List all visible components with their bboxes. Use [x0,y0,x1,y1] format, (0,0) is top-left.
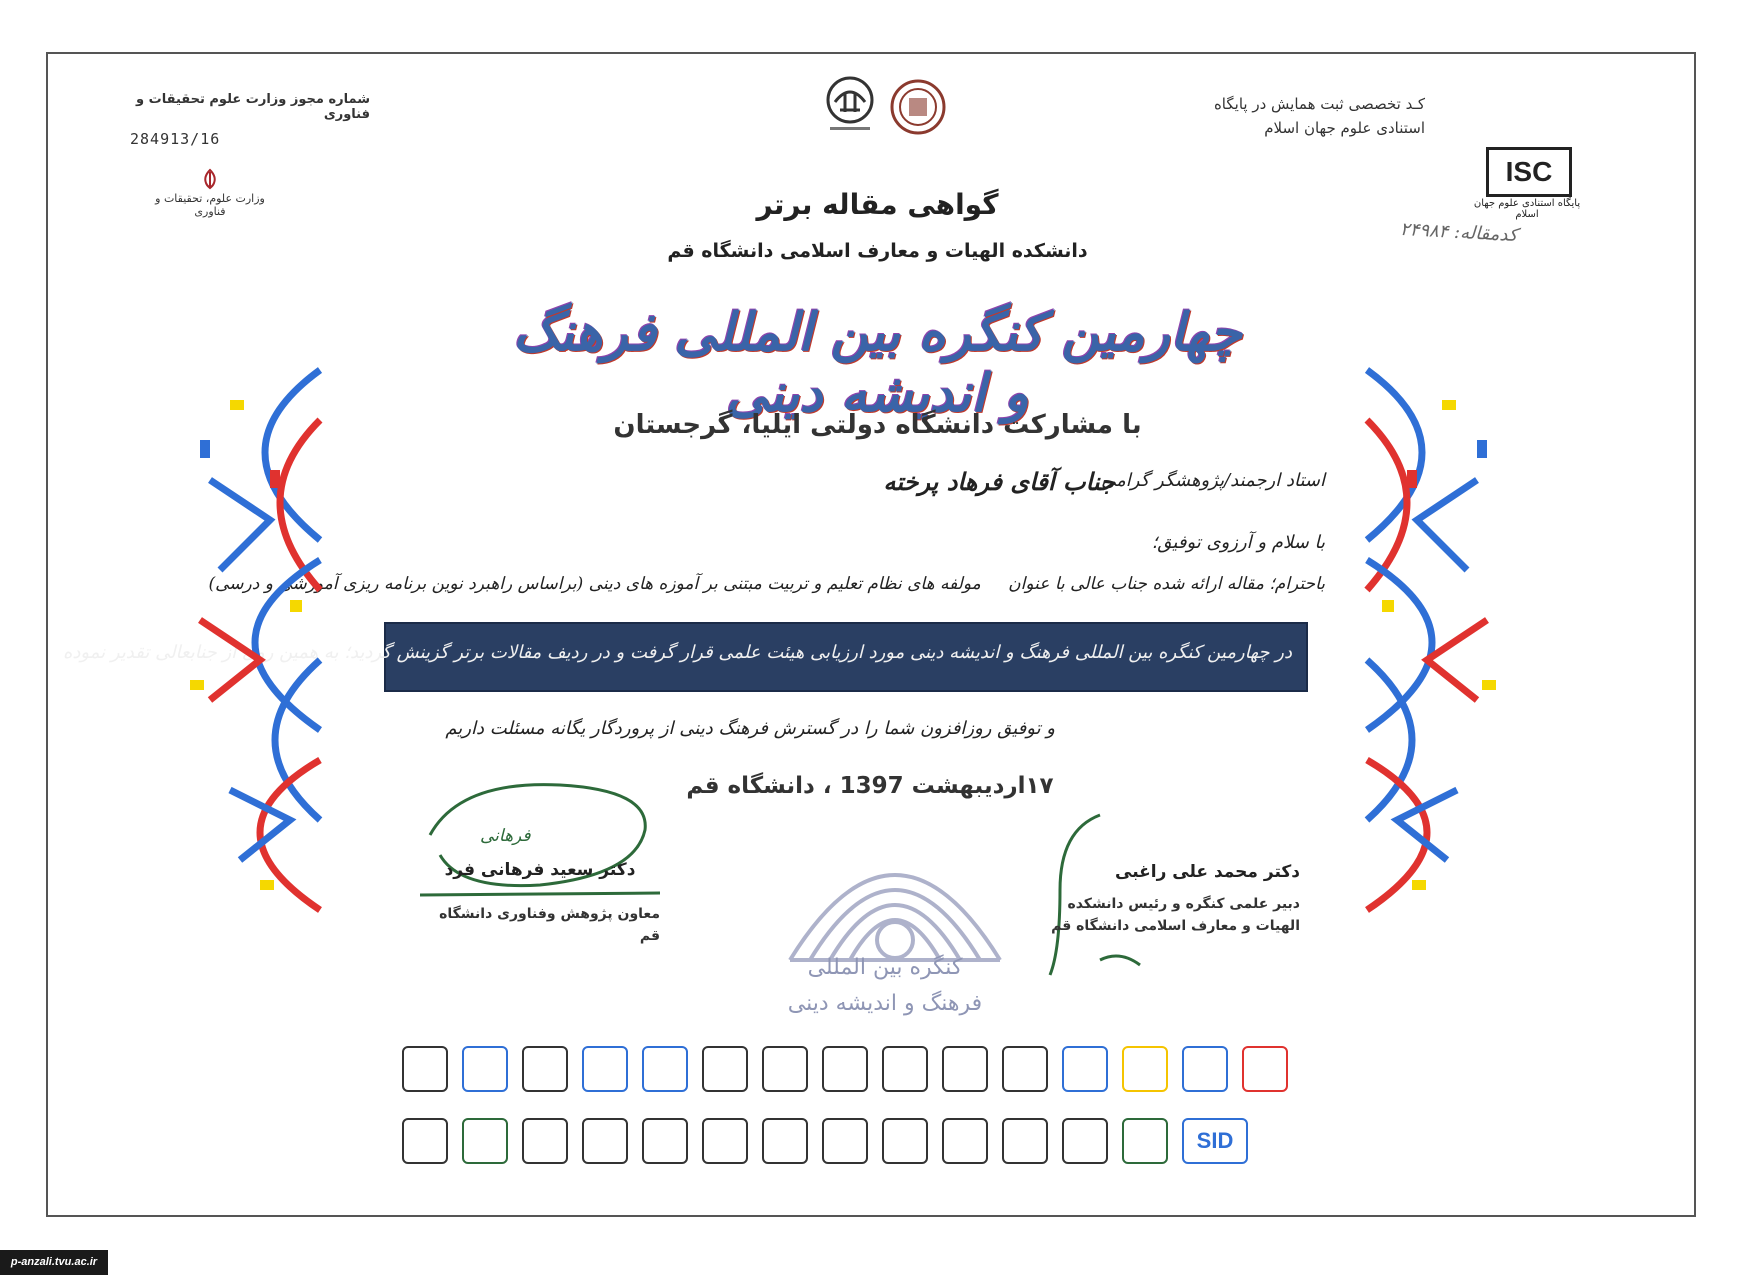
paper-title: مولفه های نظام تعلیم و تربیت مبتنی بر آموزه های دینی (براساس راهبرد نوین برنامه ریزی آموزشی و درسی) [208,574,981,594]
isc-code-line2: استنادی علوم جهان اسلام [1264,119,1425,137]
sponsor-logo [1122,1046,1168,1092]
congress-title: چهارمین کنگره بین المللی فرهنگ و اندیشه دینی [513,302,1242,424]
left-signer-name: دکتر سعید فرهانی فرد [444,860,636,880]
license-label: شماره مجوز وزارت علوم تحقیقات و فناوری [136,92,370,122]
site-watermark: p-anzali.tvu.ac.ir [0,1250,108,1275]
ministry-caption: وزارت علوم، تحقیقات و فناوری [155,192,265,218]
sponsor-logo [1002,1118,1048,1164]
partner-university: با مشارکت دانشگاه دولتی ایلیا، گرجستان [613,410,1142,440]
seal-text [720,950,1050,1022]
paper-intro-line [208,574,1325,594]
right-signer-name: دکتر محمد علی راغبی [1115,862,1300,882]
recipient-name: جناب آقای فرهاد پرخته [883,467,1115,496]
sponsor-logo [1122,1118,1168,1164]
certificate-title: گواهی مقاله برتر [756,188,999,221]
sponsor-logo [762,1046,808,1092]
sponsor-logo [642,1118,688,1164]
sponsor-logos-row-1 [402,1046,1288,1092]
faculty-name: دانشکده الهیات و معارف اسلامی دانشگاه قم [667,240,1088,262]
right-signer-role-line1: دبیر علمی کنگره و رئیس دانشکده [1067,896,1300,912]
intro-text: باحترام؛ مقاله ارائه شده جناب عالی با عنوان [1008,574,1325,594]
sponsor-logo [882,1046,928,1092]
right-decorative-pattern [1362,360,1517,920]
sponsor-logo [402,1118,448,1164]
sponsor-logo [702,1046,748,1092]
closing-text: و توفیق روزافزون شما را در گسترش فرهنگ دینی از پروردگار یگانه مسئلت داریم [445,718,1055,739]
sponsor-logo [1002,1046,1048,1092]
issue-date: ۱۷اردیبهشت 1397 ، دانشگاه قم [686,773,1054,799]
sponsor-logo [882,1118,928,1164]
evaluation-banner [62,622,1308,692]
isc-logo: ISC [1486,147,1572,197]
sponsor-logo [762,1118,808,1164]
sponsor-logo [522,1118,568,1164]
sponsor-logo [822,1046,868,1092]
greeting: با سلام و آرزوی توفیق؛ [1151,532,1325,553]
sponsor-logo [942,1046,988,1092]
seal-line1: کنگره بین المللی [807,955,963,980]
banner-text: در چهارمین کنگره بین المللی فرهنگ و اندیشه دینی مورد ارزیابی هیئت علمی قرار گرفت و در ردیف مقالات برتر گزینش گردید؛ به همین روی از جنابعالی تقدیر نموده [62,642,1292,663]
sponsor-logo [462,1118,508,1164]
left-signer-role: معاون پژوهش وفناوری دانشگاه قم [439,906,660,944]
left-decorative-pattern [170,360,325,920]
sponsor-logo [522,1046,568,1092]
sponsor-logo [702,1118,748,1164]
handwritten-paper-code: کدمقاله: ۲۴۹۸۴ [1399,218,1518,247]
isc-caption: پایگاه استنادی علوم جهان اسلام [1473,198,1581,220]
license-number: 284913/16 [130,130,221,148]
sponsor-logo [462,1046,508,1092]
sponsor-logos-row-2 [402,1118,1248,1164]
left-signature-handwriting: فرهانی [480,826,531,846]
sponsor-logo [582,1118,628,1164]
iran-emblem-icon [200,168,220,190]
sponsor-logo [1182,1046,1228,1092]
sponsor-logo [582,1046,628,1092]
sponsor-logo [942,1118,988,1164]
sponsor-logo [822,1118,868,1164]
sponsor-logo [1242,1046,1288,1092]
right-signer-role-line2: الهیات و معارف اسلامی دانشگاه قم [1051,918,1300,934]
sponsor-logo [642,1046,688,1092]
sponsor-logo [1062,1046,1108,1092]
sponsor-logo [402,1046,448,1092]
sponsor-logo [1062,1118,1108,1164]
university-logos [815,72,955,142]
salutation: استاد ارجمند/پژوهشگر گرامی [1101,470,1325,491]
ilia-university-logo [892,81,944,133]
isc-code-label [1165,92,1425,140]
qom-university-logo [828,78,872,130]
seal-line2: فرهنگ و اندیشه دینی [787,991,983,1016]
right-signer-role [1010,893,1300,937]
isc-code-line1: کـد تخصصی ثبت همایش در پایگاه [1213,95,1425,113]
sid-logo: SID [1182,1118,1248,1164]
